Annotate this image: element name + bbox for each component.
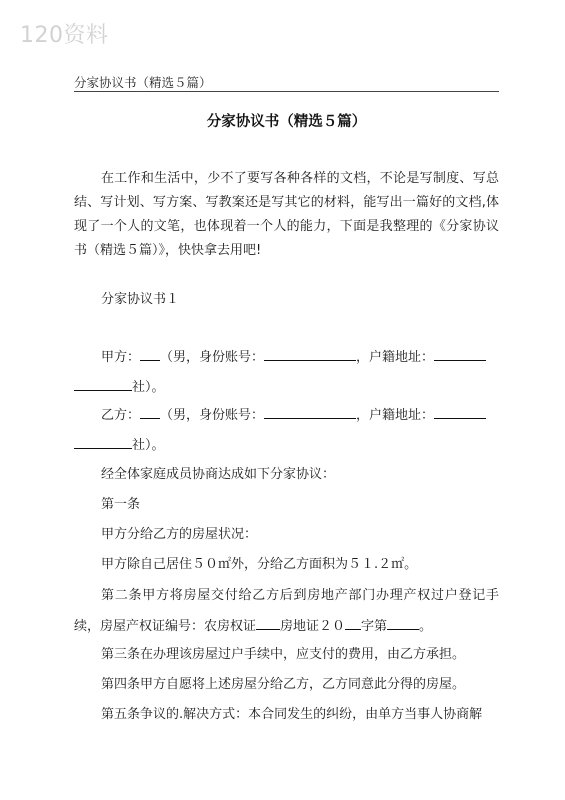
party-b-end-text: 社）。: [132, 438, 165, 453]
party-a-end-text: 社）。: [132, 380, 165, 395]
party-a-domicile-blank-2: [74, 377, 132, 391]
party-b-name-blank: [140, 405, 160, 419]
watermark: 120资料: [20, 23, 109, 48]
article-4: 第四条甲方自愿将上述房屋分给乙方，乙方同意此分得的房屋。: [101, 677, 466, 692]
party-b-id-text: （男，身份账号：: [160, 408, 265, 423]
article-2-part-4: 。: [419, 619, 433, 634]
party-a-domicile-blank: [434, 347, 486, 361]
agreement-intro: 经全体家庭成员协商达成如下分家协议：: [101, 467, 336, 482]
party-a-line-2: [74, 376, 499, 400]
certificate-blank-1: [256, 616, 280, 630]
article-1-heading: 第一条: [101, 497, 141, 512]
party-b-label: 乙方：: [101, 408, 141, 423]
article-2: [74, 580, 499, 642]
certificate-blank-2: [345, 616, 361, 630]
party-a-name-blank: [140, 347, 160, 361]
party-a-id-text: （男，身份账号：: [160, 350, 265, 365]
party-b-line-2: [74, 434, 499, 458]
article-3: 第三条在办理该房屋过户手续中，应支付的费用，由乙方承担。: [101, 647, 466, 662]
article-1-detail: 甲方除自己居住５０㎡外，分给乙方面积为５１.２㎡。: [101, 557, 418, 572]
party-a-line: [74, 346, 499, 370]
header-rule: [74, 91, 499, 92]
article-2-part-2: 房地证２０: [280, 619, 346, 634]
article-2-part-1: 第二条甲方将房屋交付给乙方后到房地产部门办理产权过户登记手续，房屋产权证编号：农房权证: [74, 588, 499, 634]
running-header: 分家协议书（精选５篇）: [74, 75, 212, 90]
party-a-label: 甲方：: [101, 350, 141, 365]
party-b-domicile-blank-2: [74, 435, 132, 449]
party-b-domicile-text: ，户籍地址：: [356, 408, 435, 423]
party-b-domicile-blank: [434, 405, 486, 419]
party-b-line: [74, 404, 499, 428]
document-title: 分家协议书（精选５篇）: [206, 114, 367, 130]
section-heading: 分家协议书１: [101, 292, 180, 307]
party-a-id-blank: [264, 347, 356, 361]
certificate-blank-3: [387, 616, 419, 630]
article-5: 第五条争议的.解决方式：本合同发生的纠纷，由单方当事人协商解: [101, 707, 483, 722]
party-b-id-blank: [264, 405, 356, 419]
intro-paragraph: 在工作和生活中，少不了要写各种各样的文档，不论是写制度、写总结、写计划、写方案、写教案还是写其它的材料，能写出一篇好的文档,体现了一个人的文笔，也体现着一个人的能力，下面是我整理的《分家协议书（精选５篇）》，快快拿去用吧!: [74, 171, 499, 258]
article-2-part-3: 字第: [361, 619, 388, 634]
party-a-domicile-text: ，户籍地址：: [356, 350, 435, 365]
article-1-house: 甲方分给乙方的房屋状况：: [101, 527, 258, 542]
